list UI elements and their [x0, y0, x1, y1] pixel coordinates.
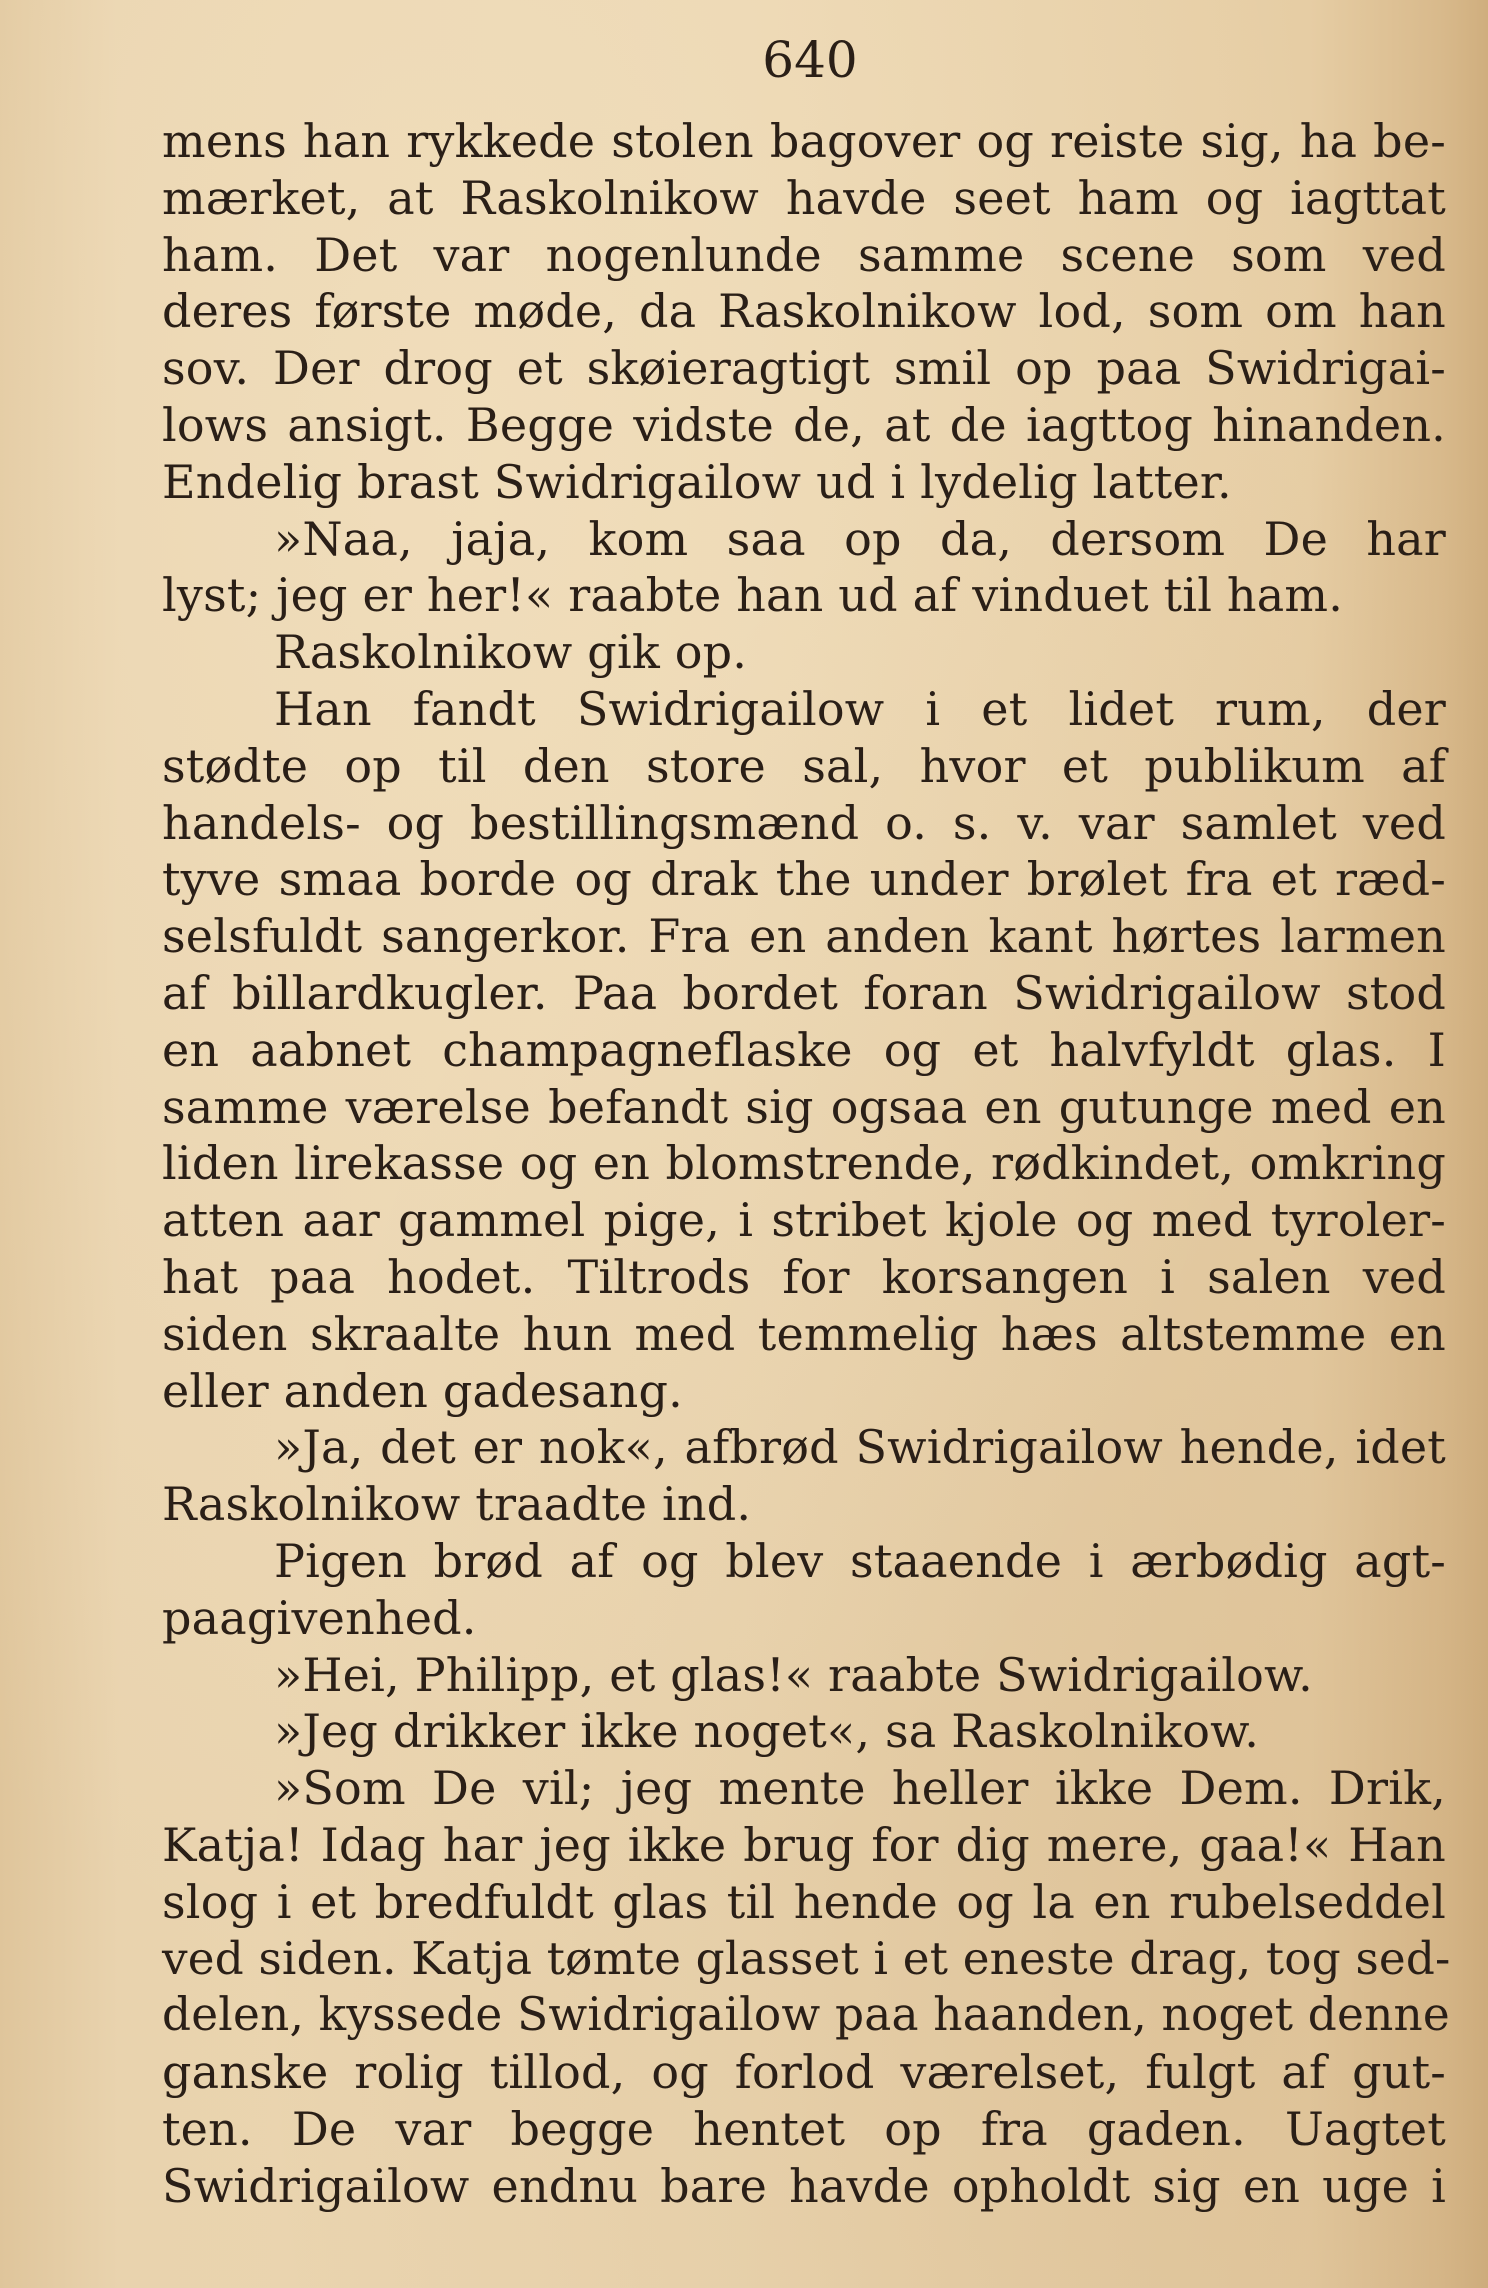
text-line: lyst; jeg er her!« raabte han ud af vinduet til ham. — [162, 568, 1344, 623]
text-line: deres første møde, da Raskolnikow lod, som om han — [162, 284, 1446, 339]
text-line: ved siden. Katja tømte glasset i et eneste drag, tog sed- — [162, 1931, 1451, 1985]
text-line: samme værelse befandt sig ogsaa en gutunge med en — [162, 1079, 1446, 1134]
text-line: liden lirekasse og en blomstrende, rødkindet, omkring — [162, 1136, 1446, 1191]
text-line: ten. De var begge hentet op fra gaden. Uagtet — [162, 2101, 1446, 2156]
text-line: lows ansigt. Begge vidste de, at de iagttog hinanden. — [162, 397, 1446, 452]
text-line: eller anden gadesang. — [162, 1363, 683, 1418]
text-line: Raskolnikow gik op. — [274, 625, 748, 680]
body-text — [162, 113, 1451, 2214]
text-line: mens han rykkede stolen bagover og reiste sig, ha be- — [162, 114, 1446, 168]
text-line: ham. Det var nogenlunde samme scene som ved — [162, 227, 1446, 282]
text-line: paagivenhed. — [162, 1590, 477, 1645]
text-line: af billardkugler. Paa bordet foran Swidrigailow stod — [162, 965, 1446, 1020]
text-line: selsfuldt sangerkor. Fra en anden kant hørtes larmen — [162, 909, 1446, 964]
text-line: siden skraalte hun med temmelig hæs altstemme en — [162, 1306, 1446, 1361]
text-line: »Naa, jaja, kom saa op da, dersom De har — [274, 511, 1446, 566]
text-line: sov. Der drog et skøieragtigt smil op paa Swidrigai- — [162, 341, 1446, 396]
page-number: 640 — [762, 31, 858, 89]
text-line: Raskolnikow traadte ind. — [162, 1477, 752, 1532]
text-line: Katja! Idag har jeg ikke brug for dig mere, gaa!« Han — [162, 1817, 1446, 1872]
text-line: ganske rolig tillod, og forlod værelset, fulgt af gut- — [162, 2045, 1446, 2100]
text-line: »Som De vil; jeg mente heller ikke Dem. Drik, — [274, 1761, 1446, 1816]
text-line: tyve smaa borde og drak the under brølet fra et ræd- — [162, 852, 1446, 907]
text-line: Pigen brød af og blev staaende i ærbødig agt- — [274, 1533, 1446, 1588]
text-line: delen, kyssede Swidrigailow paa haanden, noget denne — [162, 1988, 1450, 2042]
text-line: mærket, at Raskolnikow havde seet ham og iagttat — [162, 170, 1446, 225]
text-line: »Jeg drikker ikke noget«, sa Raskolnikow. — [274, 1704, 1260, 1759]
text-line: Endelig brast Swidrigailow ud i lydelig latter. — [162, 454, 1232, 509]
text-line: Swidrigailow endnu bare havde opholdt sig en uge i — [162, 2158, 1446, 2213]
text-line: en aabnet champagneflaske og et halvfyldt glas. I — [162, 1022, 1446, 1077]
text-line: Han fandt Swidrigailow i et lidet rum, der — [274, 681, 1446, 736]
text-line: atten aar gammel pige, i stribet kjole og med tyroler- — [162, 1193, 1446, 1248]
text-line: hat paa hodet. Tiltrods for korsangen i salen ved — [162, 1249, 1446, 1304]
text-line: slog i et bredfuldt glas til hende og la en rubelseddel — [162, 1874, 1446, 1929]
text-line: handels- og bestillingsmænd o. s. v. var samlet ved — [162, 795, 1446, 850]
text-line: »Ja, det er nok«, afbrød Swidrigailow hende, idet — [274, 1420, 1446, 1475]
text-line: stødte op til den store sal, hvor et publikum af — [162, 738, 1446, 793]
text-line: »Hei, Philipp, et glas!« raabte Swidrigailow. — [274, 1647, 1313, 1702]
